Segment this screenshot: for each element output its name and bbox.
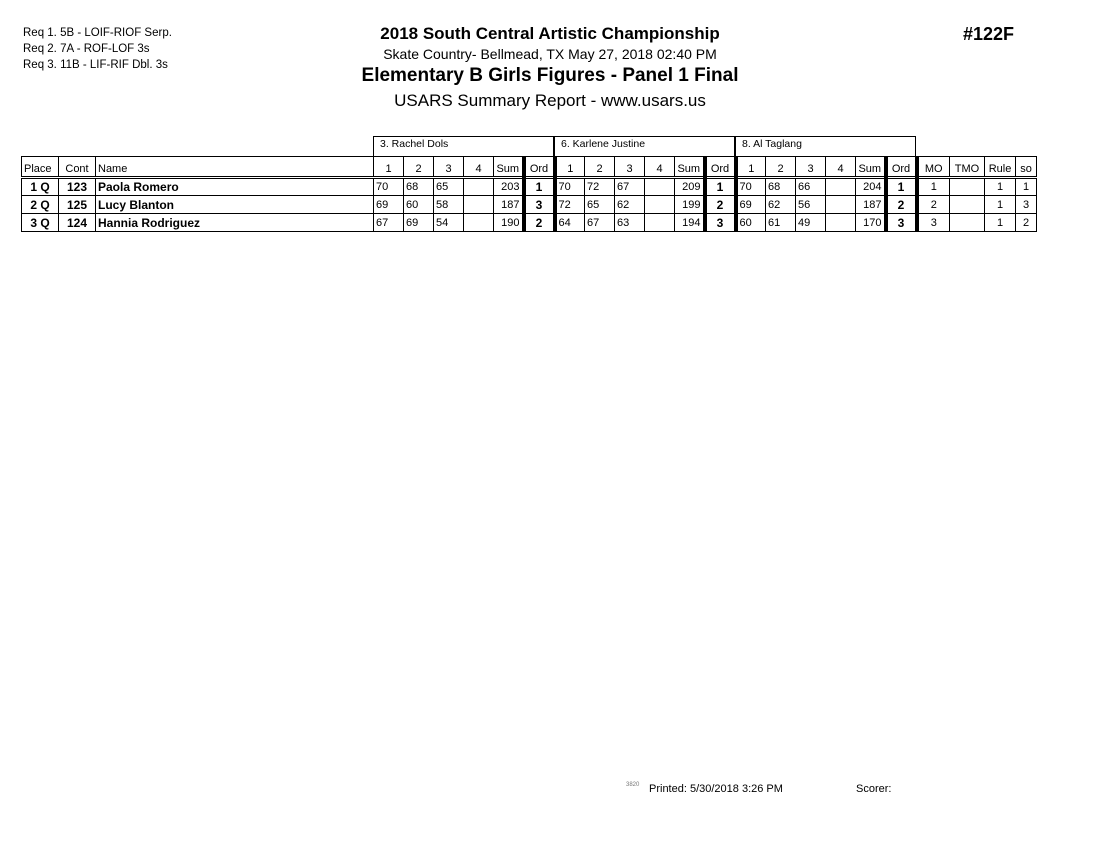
mo: 2 <box>917 196 950 214</box>
ordinal: 3 <box>705 214 736 232</box>
score <box>826 196 856 214</box>
score: 67 <box>374 214 404 232</box>
footer-code: 3820 <box>626 782 640 788</box>
ordinal: 3 <box>524 196 555 214</box>
requirement-3: Req 3. 11B - LIF-RIF Dbl. 3s <box>23 59 168 71</box>
col-j1-fig1: 1 <box>374 157 404 178</box>
score: 58 <box>434 196 464 214</box>
score: 72 <box>585 178 615 196</box>
report-title: USARS Summary Report - www.usars.us <box>394 91 706 110</box>
score <box>645 214 675 232</box>
score: 54 <box>434 214 464 232</box>
ordinal: 1 <box>524 178 555 196</box>
requirements-list <box>23 25 172 73</box>
sum: 190 <box>494 214 524 232</box>
sum: 187 <box>856 196 886 214</box>
score: 49 <box>796 214 826 232</box>
judge-header-2: 6. Karlene Justine <box>554 136 735 156</box>
ordinal: 2 <box>705 196 736 214</box>
place: 2 Q <box>22 196 59 214</box>
score: 69 <box>404 214 434 232</box>
event-number: #122F <box>963 24 1015 44</box>
col-rule: Rule <box>985 157 1016 178</box>
score: 69 <box>736 196 766 214</box>
score: 63 <box>615 214 645 232</box>
tmo <box>950 214 985 232</box>
col-name: Name <box>96 157 374 178</box>
place: 3 Q <box>22 214 59 232</box>
score: 56 <box>796 196 826 214</box>
score: 60 <box>736 214 766 232</box>
so: 2 <box>1016 214 1037 232</box>
table-row <box>22 196 1037 214</box>
sum: 204 <box>856 178 886 196</box>
cont: 123 <box>59 178 96 196</box>
score: 62 <box>615 196 645 214</box>
col-tmo: TMO <box>950 157 985 178</box>
mo: 3 <box>917 214 950 232</box>
score: 69 <box>374 196 404 214</box>
skater-name: Paola Romero <box>96 178 374 196</box>
col-j3-fig2: 2 <box>766 157 796 178</box>
sum: 209 <box>675 178 705 196</box>
col-j3-fig3: 3 <box>796 157 826 178</box>
col-j1-ord: Ord <box>524 157 555 178</box>
sum: 203 <box>494 178 524 196</box>
score: 70 <box>555 178 585 196</box>
score <box>645 196 675 214</box>
rule: 1 <box>985 178 1016 196</box>
mo: 1 <box>917 178 950 196</box>
place: 1 Q <box>22 178 59 196</box>
col-so: so <box>1016 157 1037 178</box>
score: 70 <box>736 178 766 196</box>
tmo <box>950 178 985 196</box>
header-row <box>22 157 1037 178</box>
score <box>645 178 675 196</box>
ordinal: 3 <box>886 214 917 232</box>
table-row <box>22 214 1037 232</box>
rule: 1 <box>985 214 1016 232</box>
score: 67 <box>585 214 615 232</box>
so: 1 <box>1016 178 1037 196</box>
col-j1-fig2: 2 <box>404 157 434 178</box>
ordinal: 2 <box>524 214 555 232</box>
judge-header-1: 3. Rachel Dols <box>373 136 554 156</box>
score: 66 <box>796 178 826 196</box>
venue-date: Skate Country- Bellmead, TX May 27, 2018 02:40 PM <box>383 46 717 62</box>
rule: 1 <box>985 196 1016 214</box>
col-cont: Cont <box>59 157 96 178</box>
col-j2-fig4: 4 <box>645 157 675 178</box>
score: 60 <box>404 196 434 214</box>
score: 65 <box>585 196 615 214</box>
score: 64 <box>555 214 585 232</box>
event-title: Elementary B Girls Figures - Panel 1 Final <box>361 65 739 86</box>
skater-name: Hannia Rodriguez <box>96 214 374 232</box>
col-j1-sum: Sum <box>494 157 524 178</box>
col-j2-ord: Ord <box>705 157 736 178</box>
printed-date: Printed: 5/30/2018 3:26 PM <box>649 783 783 795</box>
score <box>826 214 856 232</box>
score <box>826 178 856 196</box>
tmo <box>950 196 985 214</box>
so: 3 <box>1016 196 1037 214</box>
col-j1-fig3: 3 <box>434 157 464 178</box>
requirement-2: Req 2. 7A - ROF-LOF 3s <box>23 43 150 55</box>
score <box>464 178 494 196</box>
col-mo: MO <box>917 157 950 178</box>
cont: 124 <box>59 214 96 232</box>
championship-title: 2018 South Central Artistic Championship <box>380 24 720 43</box>
sum: 187 <box>494 196 524 214</box>
score: 62 <box>766 196 796 214</box>
ordinal: 2 <box>886 196 917 214</box>
table-row <box>22 178 1037 196</box>
score <box>464 214 494 232</box>
col-place: Place <box>22 157 59 178</box>
sum: 194 <box>675 214 705 232</box>
scorer-label: Scorer: <box>856 783 892 795</box>
sum: 170 <box>856 214 886 232</box>
score: 65 <box>434 178 464 196</box>
ordinal: 1 <box>705 178 736 196</box>
col-j2-sum: Sum <box>675 157 705 178</box>
score <box>464 196 494 214</box>
skater-name: Lucy Blanton <box>96 196 374 214</box>
results-table <box>21 156 1037 232</box>
cont: 125 <box>59 196 96 214</box>
col-j2-fig3: 3 <box>615 157 645 178</box>
score: 68 <box>404 178 434 196</box>
col-j2-fig1: 1 <box>555 157 585 178</box>
col-j2-fig2: 2 <box>585 157 615 178</box>
col-j3-sum: Sum <box>856 157 886 178</box>
sum: 199 <box>675 196 705 214</box>
score: 68 <box>766 178 796 196</box>
score: 72 <box>555 196 585 214</box>
score: 67 <box>615 178 645 196</box>
requirement-1: Req 1. 5B - LOIF-RIOF Serp. <box>23 27 172 39</box>
col-j3-ord: Ord <box>886 157 917 178</box>
col-j3-fig1: 1 <box>736 157 766 178</box>
score: 61 <box>766 214 796 232</box>
col-j3-fig4: 4 <box>826 157 856 178</box>
col-j1-fig4: 4 <box>464 157 494 178</box>
ordinal: 1 <box>886 178 917 196</box>
score: 70 <box>374 178 404 196</box>
judge-header-3: 8. Al Taglang <box>735 136 916 156</box>
